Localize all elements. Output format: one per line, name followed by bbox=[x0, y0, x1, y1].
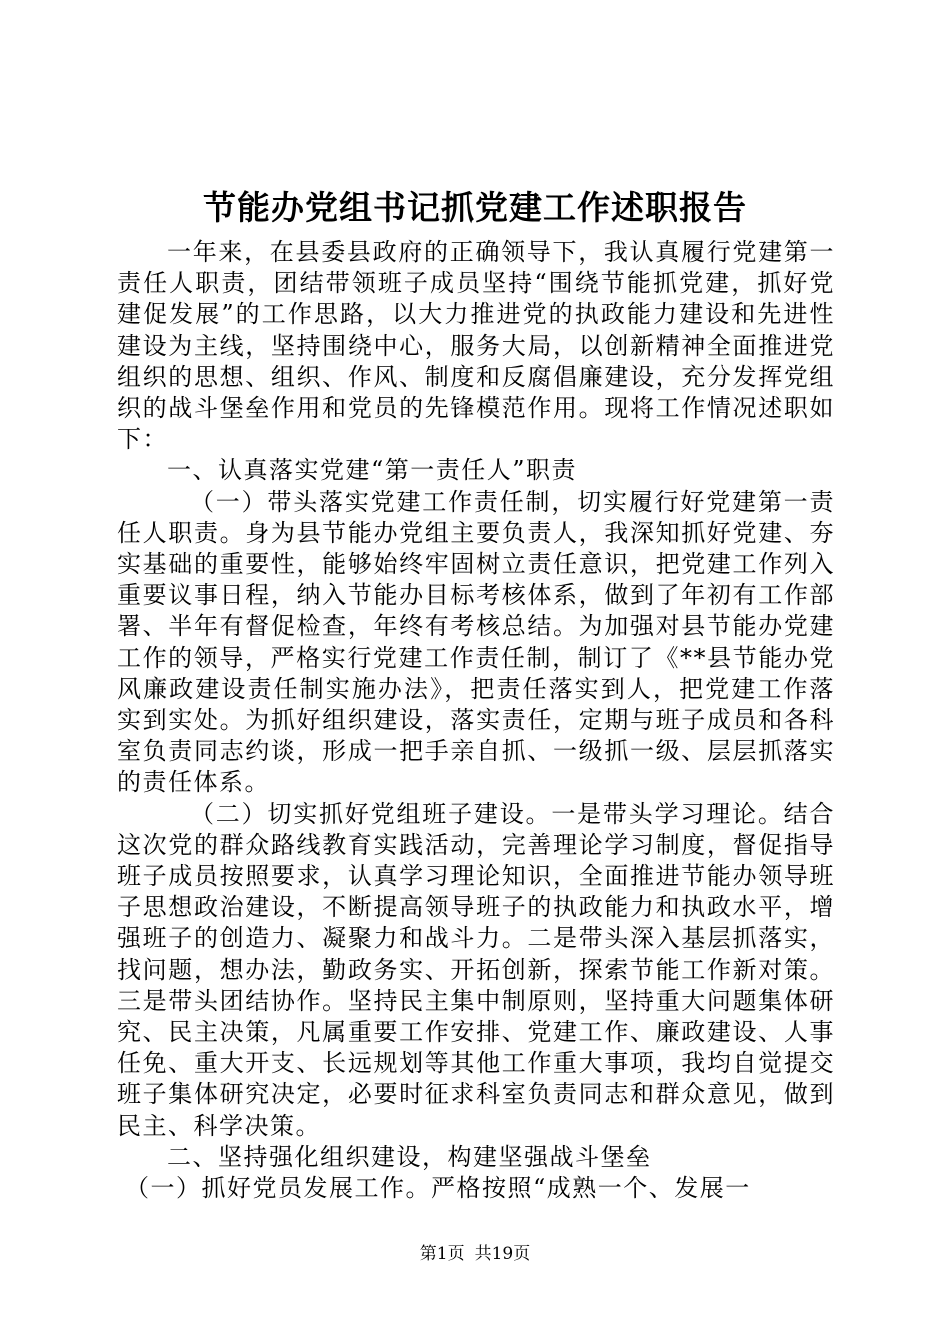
subsection-paragraph-2-1: （一）抓好党员发展工作。严格按照“成熟一个、发展一 bbox=[125, 1174, 751, 1203]
intro-paragraph: 一年来，在县委县政府的正确领导下，我认真履行党建第一责任人职责，团结带领班子成员坚持“围绕节能抓党建，抓好党建促发展”的工作思路，以大力推进党的执政能力建设和先进性建设为主线，坚持围绕中心，服务大局，以创新精神全面推进党组织的思想、组织、作风、制度和反腐倡廉建设，充分发挥党组织的战斗堡垒作用和党员的先锋模范作用。现将工作情况述职如下： bbox=[117, 238, 835, 454]
subsection-paragraph-1-1: （一）带头落实党建工作责任制，切实履行好党建第一责任人职责。身为县节能办党组主要负责人，我深知抓好党建、夯实基础的重要性，能够始终牢固树立责任意识，把党建工作列入重要议事日程，纳入节能办目标考核体系，做到了年初有工作部署、半年有督促检查，年终有考核总结。为加强对县节能办党建工作的领导，严格实行党建工作责任制，制订了《**县节能办党风廉政建设责任制实施办法》，把责任落实到人，把党建工作落实到实处。为抓好组织建设，落实责任，定期与班子成员和各科室负责同志约谈，形成一把手亲自抓、一级抓一级、层层抓落实的责任体系。 bbox=[117, 487, 835, 797]
subsection-paragraph-1-2: （二）切实抓好党组班子建设。一是带头学习理论。结合这次党的群众路线教育实践活动，完善理论学习制度，督促指导班子成员按照要求，认真学习理论知识，全面推进节能办领导班子思想政治建设，不断提高领导班子的执政能力和执政水平，增强班子的创造力、凝聚力和战斗力。二是带头深入基层抓落实，找问题，想办法，勤政务实、开拓创新，探索节能工作新对策。三是带头团结协作。坚持民主集中制原则，坚持重大问题集体研究、民主决策，凡属重要工作安排、党建工作、廉政建设、人事任免、重大开支、长远规划等其他工作重大事项，我均自觉提交班子集体研究决定，必要时征求科室负责同志和群众意见，做到民主、科学决策。 bbox=[117, 799, 835, 1140]
section-heading-2: 二、坚持强化组织建设，构建坚强战斗堡垒 bbox=[167, 1142, 652, 1171]
page-total: 共19页 bbox=[474, 1244, 531, 1264]
document-title: 节能办党组书记抓党建工作述职报告 bbox=[203, 188, 747, 227]
page-number: 第1页 bbox=[419, 1244, 465, 1264]
section-heading-1: 一、认真落实党建“第一责任人”职责 bbox=[167, 456, 578, 485]
document-body bbox=[117, 237, 835, 1204]
page-footer bbox=[0, 1243, 950, 1265]
